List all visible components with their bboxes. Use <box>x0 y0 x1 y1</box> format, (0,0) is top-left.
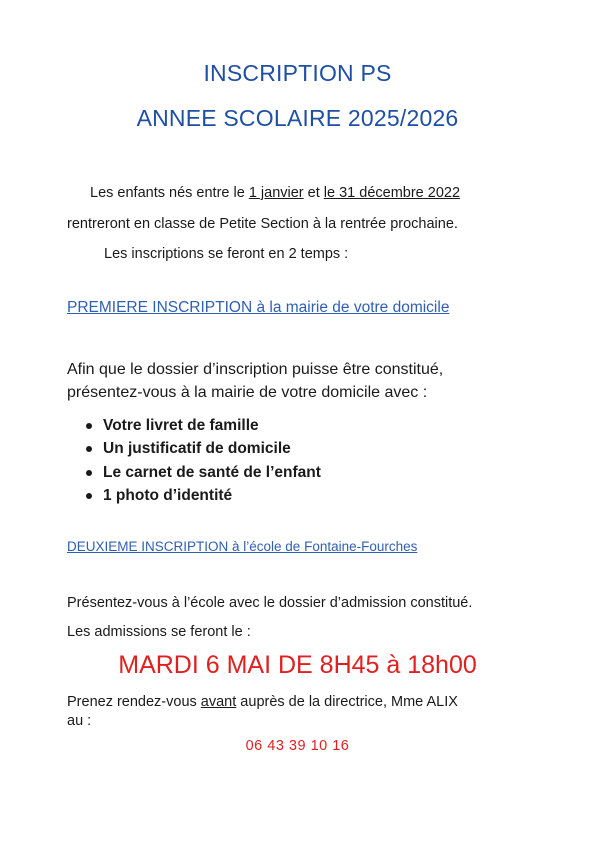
appointment-emphasis: avant <box>200 694 237 710</box>
list-item-text: Votre livret de famille <box>103 416 259 434</box>
list-item-text: 1 photo d’identité <box>103 487 233 505</box>
section2-text-line-2: Les admissions se feront le : <box>67 624 251 640</box>
intro-date-start: 1 janvier <box>248 185 304 201</box>
section1-text-line-2: présentez-vous à la mairie de votre domicile avec : <box>67 384 428 401</box>
title-line-2: ANNEE SCOLAIRE 2025/2026 <box>136 105 459 131</box>
intro-line-3: Les inscriptions se feront en 2 temps : <box>104 246 349 262</box>
appointment-line-1 <box>67 694 458 710</box>
intro-date-end: le 31 décembre 2022 <box>323 185 461 201</box>
section1-heading: PREMIERE INSCRIPTION à la mairie de votre domicile <box>67 299 450 316</box>
list-item-text: Le carnet de santé de l’enfant <box>103 463 321 481</box>
bullet-icon <box>86 423 92 429</box>
appointment-suffix: auprès de la directrice, Mme ALIX <box>236 694 458 710</box>
admission-date: MARDI 6 MAI DE 8H45 à 18h00 <box>118 651 477 679</box>
intro-line-1 <box>90 185 460 201</box>
appointment-line-2: au : <box>67 713 92 729</box>
phone-number: 06 43 39 10 16 <box>245 738 350 754</box>
list-item <box>86 438 321 462</box>
intro-prefix: Les enfants nés entre le <box>90 185 249 201</box>
list-item-text: Un justificatif de domicile <box>103 440 291 458</box>
title-line-1: INSCRIPTION PS <box>203 60 392 86</box>
list-item <box>86 461 321 485</box>
section1-text-line-1: Afin que le dossier d’inscription puisse être constitué, <box>67 361 444 378</box>
list-item <box>86 414 321 438</box>
intro-line-2: rentreront en classe de Petite Section à la rentrée prochaine. <box>67 216 458 232</box>
bullet-icon <box>86 470 92 476</box>
bullet-icon <box>86 493 92 499</box>
bullet-icon <box>86 446 92 452</box>
intro-mid: et <box>303 185 324 201</box>
required-documents-list <box>86 414 321 508</box>
section2-heading: DEUXIEME INSCRIPTION à l’école de Fontaine-Fourches <box>67 539 418 554</box>
appointment-prefix: Prenez rendez-vous <box>67 694 201 710</box>
section2-text-line-1: Présentez-vous à l’école avec le dossier d’admission constitué. <box>67 595 473 611</box>
list-item <box>86 485 321 509</box>
